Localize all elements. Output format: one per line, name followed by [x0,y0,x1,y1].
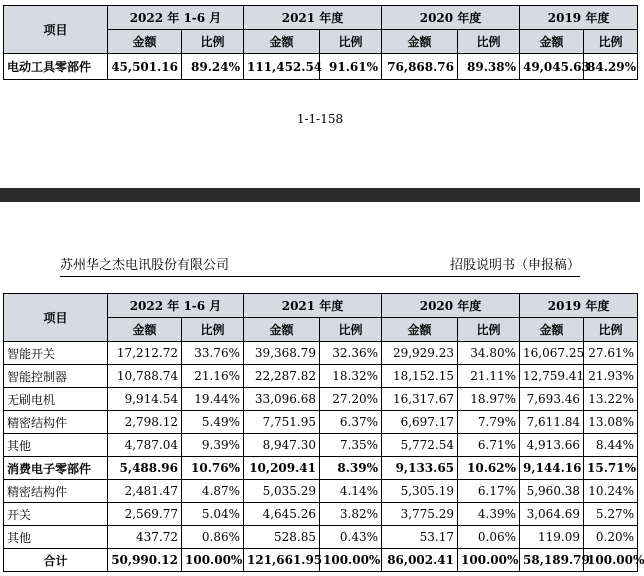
ratio-cell: 5.04% [182,503,244,526]
table-row [4,457,638,480]
bottom-table-body [4,342,644,572]
header-ratio: 比例 [182,318,244,342]
ratio-cell: 19.44% [182,388,244,411]
amount-cell: 7,751.95 [244,411,320,434]
amount-cell: 3,064.69 [520,503,584,526]
amount-cell: 5,960.38 [520,480,584,503]
amount-cell: 111,452.54 [244,54,320,80]
ratio-cell: 18.32% [320,365,382,388]
ratio-cell: 33.76% [182,342,244,365]
amount-cell: 119.09 [520,526,584,549]
ratio-cell: 4.39% [458,503,520,526]
ratio-cell: 6.71% [458,434,520,457]
header-period-2022h1: 2022 年 1-6 月 [108,6,244,30]
row-label: 消费电子零部件 [4,457,108,480]
table-row [4,503,638,526]
amount-cell: 2,569.77 [108,503,182,526]
ratio-cell: 0.20% [584,526,638,549]
amount-cell: 76,868.76 [382,54,458,80]
ratio-cell: 32.36% [320,342,382,365]
ratio-cell: 89.38% [458,54,520,80]
ratio-cell: 89.24% [182,54,244,80]
ratio-cell: 0.86% [182,526,244,549]
amount-cell: 33,096.68 [244,388,320,411]
ratio-cell: 18.97% [458,388,520,411]
amount-cell: 528.85 [244,526,320,549]
header-amount: 金额 [382,30,458,54]
ratio-cell: 84.29% [584,54,638,80]
amount-cell: 3,775.29 [382,503,458,526]
amount-cell: 121,661.95 [244,549,320,572]
ratio-cell: 100.00% [320,549,382,572]
amount-cell: 4,913.66 [520,434,584,457]
header-ratio: 比例 [182,30,244,54]
ratio-cell: 27.61% [584,342,638,365]
ratio-cell: 6.17% [458,480,520,503]
ratio-cell: 100.00% [584,549,638,572]
header-ratio: 比例 [584,30,638,54]
amount-cell: 50,990.12 [108,549,182,572]
ratio-cell: 21.11% [458,365,520,388]
header-ratio: 比例 [458,318,520,342]
amount-cell: 17,212.72 [108,342,182,365]
row-label: 合计 [4,549,108,572]
ratio-cell: 15.71% [584,457,638,480]
amount-cell: 7,611.84 [520,411,584,434]
ratio-cell: 9.39% [182,434,244,457]
header-amount: 金额 [244,30,320,54]
ratio-cell: 34.80% [458,342,520,365]
header-ratio: 比例 [458,30,520,54]
ratio-cell: 8.44% [584,434,638,457]
row-label: 精密结构件 [4,411,108,434]
ratio-cell: 4.14% [320,480,382,503]
header-ratio: 比例 [320,30,382,54]
amount-cell: 45,501.16 [108,54,182,80]
header-period-2020: 2020 年度 [382,6,520,30]
table-row [4,365,638,388]
row-label: 其他 [4,526,108,549]
amount-cell: 4,787.04 [108,434,182,457]
header-period-2019: 2019 年度 [520,294,638,318]
header-amount: 金额 [244,318,320,342]
header-amount: 金额 [108,30,182,54]
ratio-cell: 21.16% [182,365,244,388]
ratio-cell: 10.62% [458,457,520,480]
bottom-revenue-table [3,293,644,572]
amount-cell: 29,929.23 [382,342,458,365]
amount-cell: 2,798.12 [108,411,182,434]
header-period-2020: 2020 年度 [382,294,520,318]
page-header [60,254,580,277]
ratio-cell: 10.24% [584,480,638,503]
amount-cell: 22,287.82 [244,365,320,388]
table-row [4,411,638,434]
page-divider [0,188,640,202]
header-period-2021: 2021 年度 [244,294,382,318]
header-ratio: 比例 [584,318,638,342]
header-amount: 金额 [520,30,584,54]
header-period-2022h1: 2022 年 1-6 月 [108,294,244,318]
ratio-cell: 100.00% [458,549,520,572]
header-amount: 金额 [382,318,458,342]
table-row [4,549,638,572]
header-period-2021: 2021 年度 [244,6,382,30]
amount-cell: 2,481.47 [108,480,182,503]
table-row [4,526,638,549]
top-revenue-table [3,5,638,80]
amount-cell: 16,067.25 [520,342,584,365]
amount-cell: 8,947.30 [244,434,320,457]
amount-cell: 49,045.63 [520,54,584,80]
row-label: 智能开关 [4,342,108,365]
top-table-body [4,54,638,80]
amount-cell: 53.17 [382,526,458,549]
amount-cell: 9,133.65 [382,457,458,480]
ratio-cell: 27.20% [320,388,382,411]
amount-cell: 7,693.46 [520,388,584,411]
amount-cell: 39,368.79 [244,342,320,365]
amount-cell: 9,914.54 [108,388,182,411]
amount-cell: 9,144.16 [520,457,584,480]
ratio-cell: 10.76% [182,457,244,480]
amount-cell: 12,759.41 [520,365,584,388]
amount-cell: 16,317.67 [382,388,458,411]
row-label: 无刷电机 [4,388,108,411]
amount-cell: 437.72 [108,526,182,549]
row-label: 开关 [4,503,108,526]
document-title: 招股说明书（申报稿） [449,258,580,273]
row-label: 智能控制器 [4,365,108,388]
table-row [4,480,638,503]
ratio-cell: 0.43% [320,526,382,549]
header-item: 项目 [4,6,108,54]
amount-cell: 6,697.17 [382,411,458,434]
row-label: 电动工具零部件 [4,54,108,80]
amount-cell: 4,645.26 [244,503,320,526]
amount-cell: 5,772.54 [382,434,458,457]
ratio-cell: 91.61% [320,54,382,80]
ratio-cell: 5.27% [584,503,638,526]
amount-cell: 18,152.15 [382,365,458,388]
ratio-cell: 100.00% [182,549,244,572]
ratio-cell: 6.37% [320,411,382,434]
ratio-cell: 8.39% [320,457,382,480]
page-number: 1-1-158 [296,112,344,126]
ratio-cell: 7.79% [458,411,520,434]
header-amount: 金额 [108,318,182,342]
amount-cell: 10,788.74 [108,365,182,388]
ratio-cell: 0.06% [458,526,520,549]
row-label: 其他 [4,434,108,457]
amount-cell: 5,488.96 [108,457,182,480]
ratio-cell: 21.93% [584,365,638,388]
table-row [4,388,638,411]
table-row [4,54,638,80]
ratio-cell: 13.08% [584,411,638,434]
amount-cell: 5,035.29 [244,480,320,503]
table-row [4,342,638,365]
row-label: 精密结构件 [4,480,108,503]
amount-cell: 86,002.41 [382,549,458,572]
header-period-2019: 2019 年度 [520,6,638,30]
amount-cell: 5,305.19 [382,480,458,503]
ratio-cell: 4.87% [182,480,244,503]
ratio-cell: 7.35% [320,434,382,457]
header-ratio: 比例 [320,318,382,342]
ratio-cell: 13.22% [584,388,638,411]
company-name: 苏州华之杰电讯股份有限公司 [60,258,230,273]
amount-cell: 10,209.41 [244,457,320,480]
ratio-cell: 3.82% [320,503,382,526]
ratio-cell: 5.49% [182,411,244,434]
header-item: 项目 [4,294,108,342]
header-amount: 金额 [520,318,584,342]
amount-cell: 58,189.79 [520,549,584,572]
table-row [4,434,638,457]
